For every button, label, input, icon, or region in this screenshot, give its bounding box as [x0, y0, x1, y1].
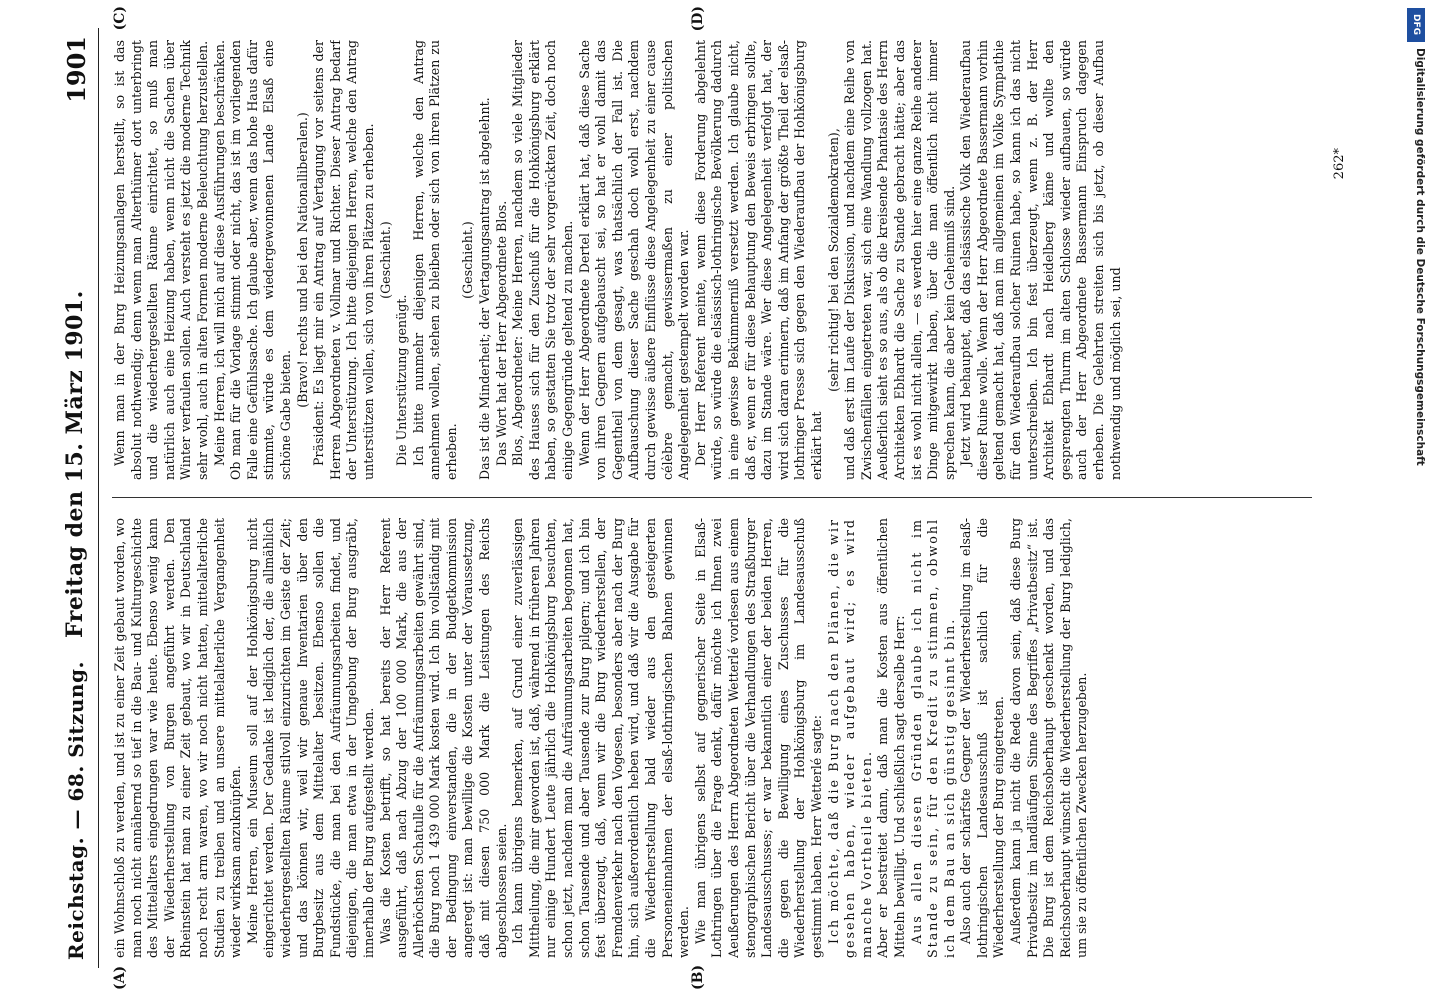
paragraph: Jetzt wird behauptet, daß das elsässische Volk den Wiederaufbau dieser Ruine wolle. Wenn der Herr Abgeordnete Bassermann vorhin geltend gemacht hat, daß man im allgemeinen im Volke Sympathie für den Wiederaufbau solcher Ruinen habe, so kann ich das nicht unterschreiben. Ich bin fest überzeugt, wenn z. B. der Herr Architekt Ebhardt nach Heidelberg käme und wollte den gesprengten Thurm im alten Schlosse wieder aufbauen, so würde auch der Herr Abgeordnete Bassermann Einspruch dagegen erheben. Die Gelehrten streiten sich bis jetzt, ob dieser Aufbau nothwendig und möglich sei, und — [958, 40, 1123, 480]
paragraph: ein Wohnschloß zu werden, und ist zu einer Zeit gebaut worden, wo man noch nicht annähernd so tief in die Bau- und Kulturgeschichte des Mittelalters eingedrungen war wie heute. Ebenso wenig kann der Wiederherstellung von Burgen angeführt werden. Den Rheinstein hat man zu einer Zeit gebaut, wo wir in Deutschland noch recht arm waren, wo wir noch nicht hatten, mittelalterliche Studien zu treiben und an unsere mittelalterliche Vergangenheit wieder wirksam anzuknüpfen. — [112, 518, 244, 958]
paragraph: Meine Herren, ich will mich auf diese Ausführungen beschränken. Ob man für die Vorlage stimmt oder nicht, das ist im vorliegenden Falle eine Gefühlssache. Ich glaube aber, wenn das hohe Haus dafür stimmte, würde es dem wiedergewonnenen Lande Elsaß eine schöne Gabe bieten. — [211, 40, 293, 480]
interjection: (sehr richtig! bei den Sozialdemokraten), — [825, 128, 841, 392]
paragraph: Wenn man in der Burg Heizungsanlagen herstellt, so ist das absolut nothwendig; denn wenn man Alterthümer dort unterbringt und die wiederhergestellten Räume einrichtet, so muß man natürlich auch eine Heizung haben, wenn nicht die Sachen über Winter verfaulen sollen. Auch versteht es jetzt die moderne Technik sehr wohl, auch in alten Formen moderne Beleuchtung herzustellen. — [112, 40, 210, 480]
paragraph: Das ist die Minderheit; der Vertagungsantrag ist abgelehnt. — [477, 97, 493, 480]
paragraph: Wie man übrigens selbst auf gegnerischer Seite in Elsaß-Lothringen über die Frage denkt, dafür möchte ich Ihnen zwei Aeußerungen des Herrn Abgeordneten Wetterlé vorlesen aus einem stenographischen Bericht über die Verhandlungen des Straßburger Landesausschusses; er war bekanntlich einer der beiden Herren, die gegen die Bewilligung eines Zuschusses für die Wiederherstellung der Hohkönigsburg im Landesausschuß gestimmt haben. Herr Wetterlé sagte: — [692, 518, 824, 958]
document-sheet — [50, 6, 1370, 990]
margin-marker-b: (B) — [690, 964, 706, 990]
credit-text: Digitalisierung gefördert durch die Deutsche Forschungsgemeinschaft — [1414, 48, 1426, 466]
paragraph: Die Unterstützung genügt. — [394, 294, 410, 466]
quote-paragraph: Aus allen diesen Gründen glaube ich nicht im Stande zu sein, für den Kredit zu stimmen, obwohl ich dem Bau an sich günstig gesinnt bin. — [908, 518, 957, 958]
paragraph: Das Wort hat der Herr Abgeordnete Blos. — [493, 200, 509, 466]
paragraph: Meine Herren, ein Museum soll auf der Hohkönigsburg nicht eingerichtet werden. Der Gedanke ist lediglich der, die allmählich wiederhergestellten Räume stilvoll einzurichten im Geiste der Zeit; und das können wir, weil wir genaue Inventarien über den Burgbesitz aus dem Mittelalter besitzen. Ebenso sollen die Fundstücke, die man bei den Aufräumungsarbeiten findet, und diejenigen, die man etwa in der Umgebung der Burg ausgräbt, innerhalb der Burg aufgestellt werden. — [244, 518, 376, 958]
paragraph: Präsident: Es liegt mir ein Antrag auf Vertagung vor seitens der Herren Abgeordneten v. Vollmar und Richter. Dieser Antrag bedarf der Unterstützung. Ich bitte diejenigen Herren, welche den Antrag unterstützen wollen, sich von ihren Plätzen zu erheben. — [311, 40, 376, 480]
digitization-credit — [1406, 8, 1426, 988]
paragraph: Ich bitte nunmehr diejenigen Herren, welche den Antrag annehmen wollen, stehen zu bleiben oder sich von ihren Plätzen zu erheben. — [410, 40, 459, 480]
interjection: (Geschieht.) — [460, 221, 476, 299]
margin-marker-a: (A) — [112, 965, 128, 990]
header-date: Freitag den 15. März 1901. — [62, 290, 88, 638]
margin-marker-d: (D) — [690, 6, 706, 32]
paragraph: Außerdem kann ja nicht die Rede davon sein, daß diese Burg Privatbesitz im landläufigen Sinne des Begriffes „Privatbesitz“ ist. Die Burg ist dem Reichsoberhaupt geschenkt worden, und das Reichsoberhaupt wünscht die Wiederherstellung der Burg lediglich, um sie zu öffentlichen Zwecken herzugeben. — [1008, 518, 1090, 958]
quote-paragraph: Ich möchte, daß die Burg nach den Plänen, die wir gesehen haben, wieder aufgebaut wird; es wird manche Vortheile bieten. — [825, 518, 874, 958]
running-header — [50, 28, 99, 968]
header-session: Reichstag. — 68. Sitzung. — [64, 661, 88, 960]
paragraph: Blos, Abgeordneter: Meine Herren, nachdem so viele Mitglieder des Hauses sich für den Zuschuß für die Hohkönigsburg erklärt haben, so gestatten Sie trotz der sehr vorgerückten Zeit, doch noch einige Gegengründe geltend zu machen. — [510, 40, 576, 480]
paragraph: Ich kann übrigens bemerken, auf Grund einer zuverlässigen Mittheilung, die mir geworden ist, daß, während in früheren Jahren nur einige Hundert Leute jährlich die Hohkönigsburg besuchten, schon jetzt, nachdem man die Aufräumungsarbeiten begonnen hat, schon Tausende und aber Tausende zur Burg pilgern; und ich bin fest überzeugt, daß, wenn wir die Burg wiederherstellen, der Fremdenverkehr nach den Vogesen, besonders aber nach der Burg hin, sich außerordentlich heben wird, und daß wir die Ausgabe für die Wiederherstellung bald wieder aus den gesteigerten Personeneinnahmen der elsaß-lothringischen Bahnen gewinnen werden. — [510, 518, 692, 958]
paragraph: Der Herr Referent meinte, wenn diese Forderung abgelehnt würde, so würde die elsässisch-lothringische Bevölkerung dadurch in eine gewisse Bekümmerniß versetzt werden. Ich glaube nicht, daß er, wenn er für diese Behauptung den Beweis erbringen sollte, dazu im Stande wäre. Wer diese Angelegenheit verfolgt hat, der wird sich daran erinnern, daß im Anfang der größte Theil der elsaß-lothringer Presse sich gegen den Wiederaufbau der Hohkönigsburg erklärt hat — [692, 40, 824, 480]
paragraph: Was die Kosten betrifft, so hat bereits der Herr Referent ausgeführt, daß nach Abzug der 100 000 Mark, die aus der Allerhöchsten Schatulle für die Aufräumungsarbeiten gewährt sind, die Burg noch 1 439 000 Mark kosten wird. Ich bin vollständig mit der Bedingung einverstanden, die in der Budgetkommission angeregt ist: man bewillige die Kosten unter der Voraussetzung, daß mit diesen 750 000 Mark die Leistungen des Reichs abgeschlossen seien. — [377, 518, 509, 958]
paragraph: Also auch der schärfste Gegner der Wiederherstellung im elsaß-lothringischen Landesausschuß ist sachlich für die Wiederherstellung der Burg eingetreten. — [958, 518, 1007, 958]
header-year: 1901 — [62, 36, 91, 103]
paragraph: Aber er bestreitet dann, daß man die Kosten aus öffentlichen Mitteln bewilligt. Und schließlich sagt derselbe Herr: — [875, 518, 907, 958]
interjection: (Geschieht.) — [377, 221, 393, 299]
page-number: 262* — [1332, 148, 1347, 180]
text-column-right — [112, 40, 1322, 480]
interjection: (Bravo! rechts und bei den Nationalliberalen.) — [294, 112, 310, 408]
text-column-left — [112, 518, 1322, 958]
column-divider — [112, 497, 1312, 498]
margin-marker-c: (C) — [112, 6, 128, 31]
paragraph: Wenn der Herr Abgeordnete Dertel erklärt hat, daß diese Sache von ihren Gegnern aufgebauscht sei, so hat er wohl damit das Gegentheil von dem gesagt, was thatsächlich der Fall ist. Die Aufbauschung dieser Sache geschah doch wohl erst, nachdem durch gewisse äußere Einflüsse diese Angelegenheit zu einer cause célèbre gemacht, gewissermaßen zu einer politischen Angelegenheit gestempelt worden war. — [576, 40, 692, 480]
dfg-logo: DFG — [1407, 8, 1425, 42]
paragraph: und daß erst im Laufe der Diskussion, und nachdem eine Reihe von Zwischenfällen eingetreten war, sich eine Wandlung vollzogen hat. Aeußerlich sieht es so aus, als ob die kreisende Phantasie des Herrn Architekten Ebhardt die Sache zu Stande gebracht hätte; aber das ist es wohl nicht allein, — es werden hier eine ganze Reihe anderer Dinge mitgewirkt haben, über die man öffentlich nicht immer sprechen kann, die aber kein Geheimniß sind. — [842, 40, 957, 480]
